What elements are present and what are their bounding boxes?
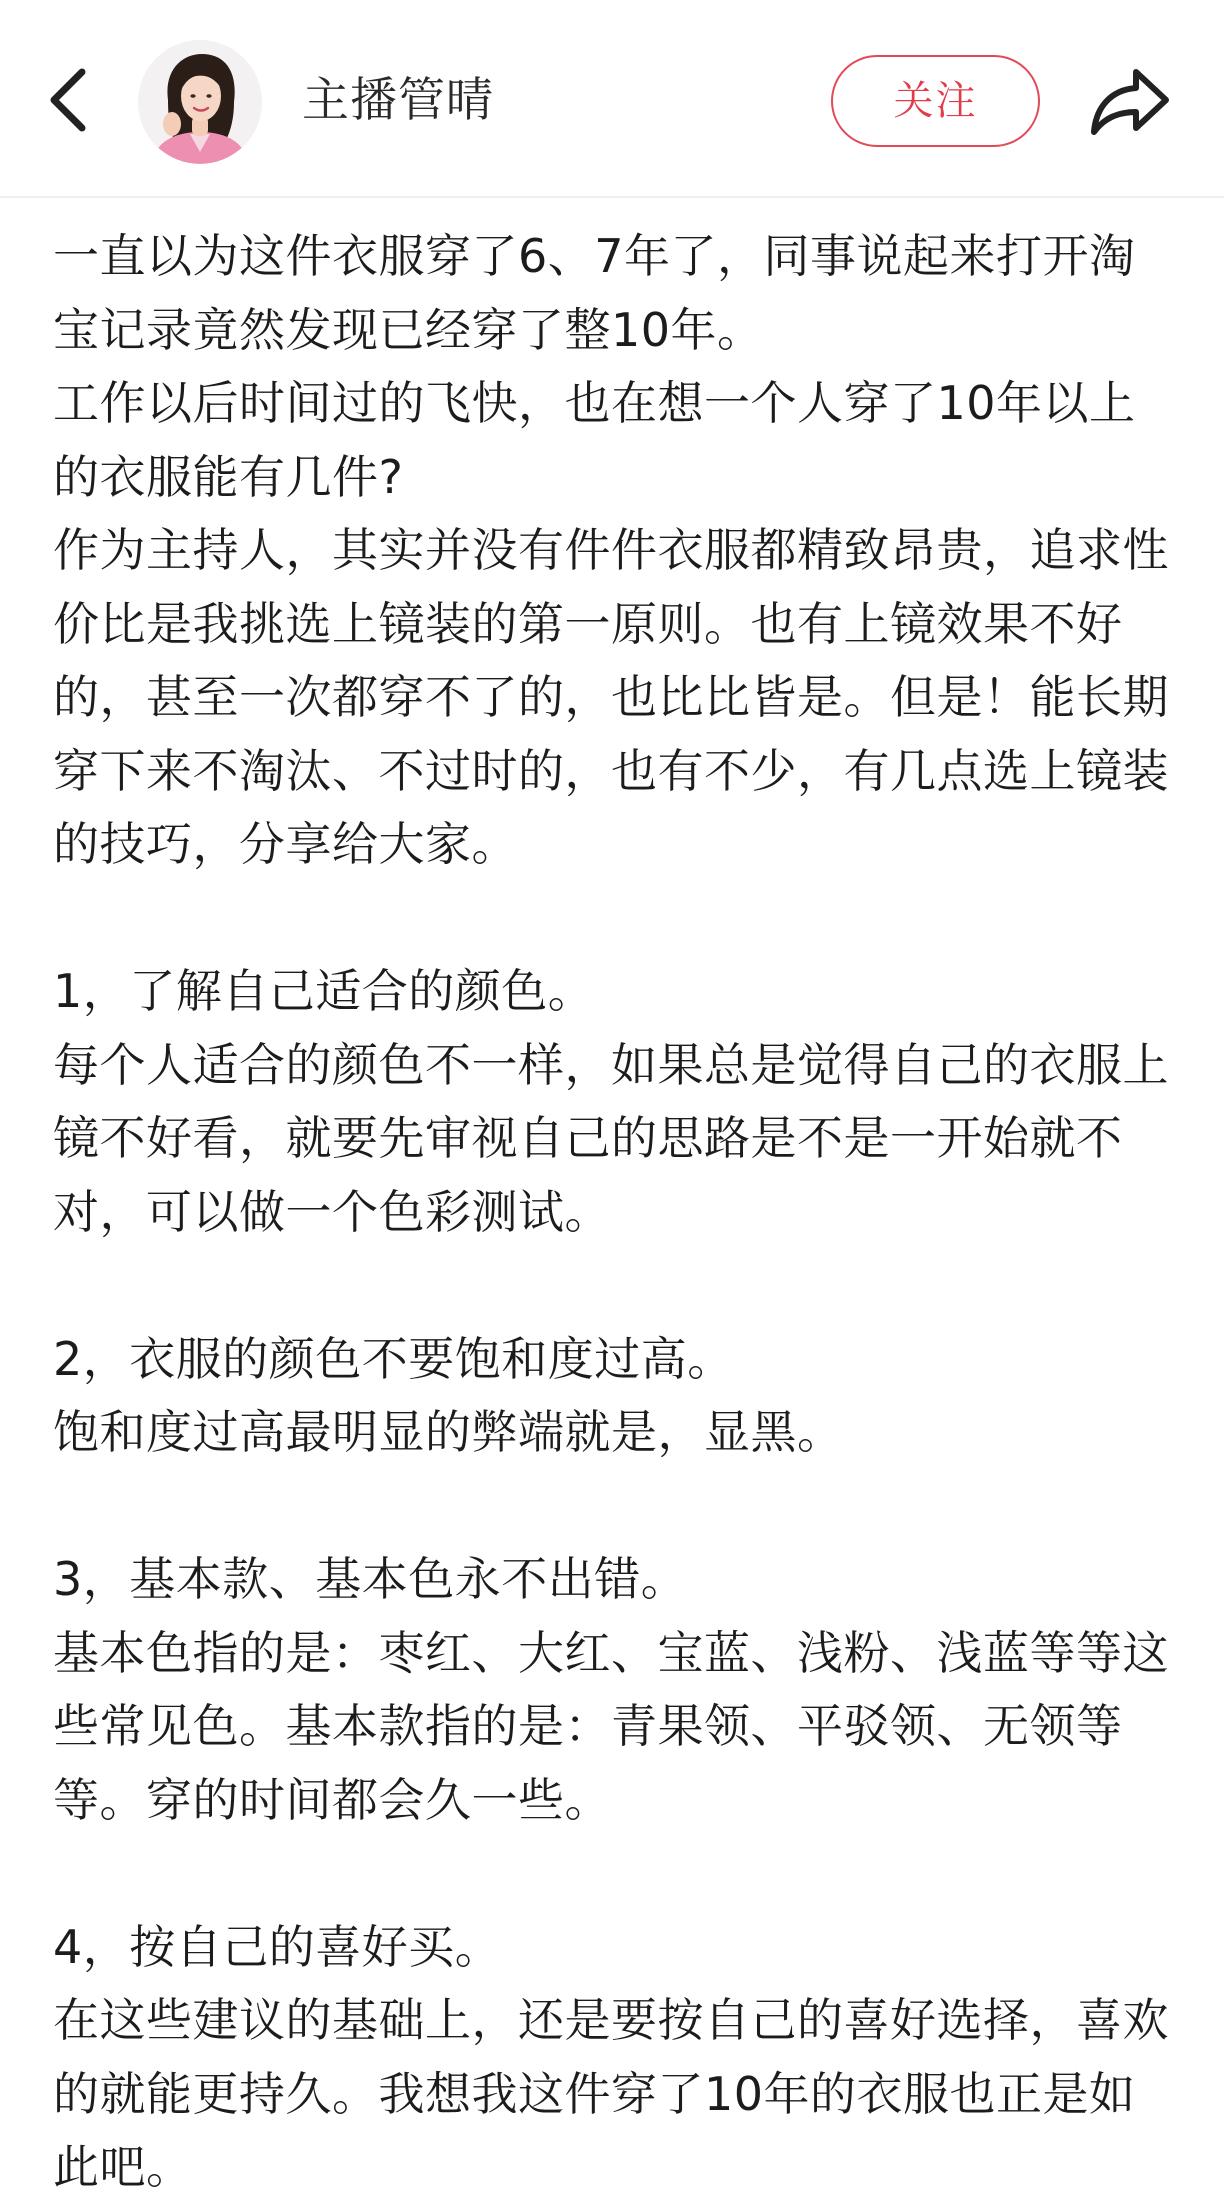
section-body: 在这些建议的基础上，还是要按自己的喜好选择，喜欢的就能更持久。我想我这件穿了10年的衣服也正是如此吧。 [53,1993,1169,2194]
author-avatar[interactable] [138,40,262,164]
back-button[interactable] [38,56,102,144]
share-button[interactable] [1086,58,1174,144]
follow-button[interactable]: 关注 [831,55,1040,147]
avatar-portrait-image [138,40,262,164]
paragraph-gap [53,882,1179,956]
paragraph-gap [53,1837,1179,1911]
paragraph-gap [53,1249,1179,1323]
post-header [0,0,1224,198]
intro-paragraph: 一直以为这件衣服穿了6、7年了，同事说起来打开淘宝记录竟然发现已经穿了整10年。 [53,229,1136,357]
author-name[interactable]: 主播管晴 [302,73,494,128]
section-body: 基本色指的是：枣红、大红、宝蓝、浅粉、浅蓝等等这些常见色。基本款指的是：青果领、平驳领、无领等等。穿的时间都会久一些。 [53,1625,1169,1827]
chevron-left-icon [38,56,102,144]
section-heading: 3，基本款、基本色永不出错。 [53,1552,688,1606]
section-heading: 2，衣服的颜色不要饱和度过高。 [53,1331,734,1386]
section-body: 饱和度过高最明显的弊端就是，显黑。 [53,1405,844,1459]
intro-paragraph: 作为主持人，其实并没有件件衣服都精致昂贵，追求性价比是我挑选上镜装的第一原则。也有上镜效果不好的，甚至一次都穿不了的，也比比皆是。但是！能长期穿下来不淘汰、不过时的，也有不少，有几点选上镜装的技巧，分享给大家。 [53,523,1169,871]
share-arrow-icon [1086,58,1174,144]
post-content [53,220,1179,2201]
intro-paragraph: 工作以后时间过的飞快，也在想一个人穿了10年以上的衣服能有几件? [53,376,1136,504]
section-heading: 4，按自己的喜好买。 [53,1919,502,1974]
section-body: 每个人适合的颜色不一样，如果总是觉得自己的衣服上镜不好看，就要先审视自己的思路是不是一开始就不对，可以做一个色彩测试。 [53,1037,1169,1239]
section-heading: 1，了解自己适合的颜色。 [53,964,595,1018]
paragraph-gap [53,1470,1179,1544]
